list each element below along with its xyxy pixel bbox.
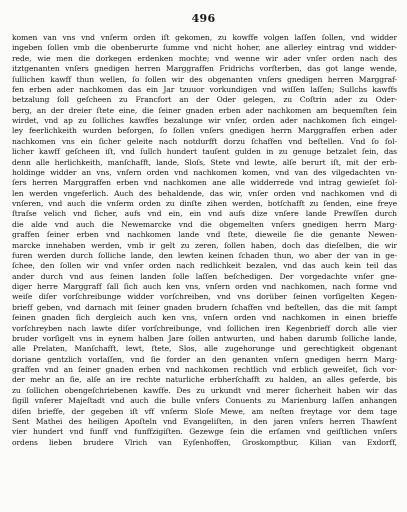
text-line: itztgenanten vnſers gnedigen herren Marggraffen Fridrichs vorſterben, das got lange wende, [12,64,397,74]
text-line: denn alle herlichkeith, manſchafft, lande, Sloſs, Stete vnd lewte, alſe berurt iſt, mit der erb- [12,157,397,167]
text-line: furen werden durch ſolliche lande, den lewten keinen ſchaden thun, wo aber der van in ge- [12,250,397,260]
text-line: marcke innehaben werden, vmb ir gelt zu zeren, ſollen haben, doch das dieſelben, die wir [12,240,397,250]
text-line: ordens lieben brudere Vlrich van Eyſenhoffen, Groskomptbur, Kilian van Exdorff, [12,437,397,447]
text-line: rede, wie men die dorkegen erdenken mochte; vnd wenne wir ader vnſer orden nach des [12,53,397,63]
text-line: Sent Mathei des heiligen Apoſteln vnd Evangeliſten, in den jaren vnſers herren Thawſent [12,416,397,426]
text-line: ſeinen gnaden ſich dergleich auch ken vns, vnſern orden vnd nachkomen in einen brieffe [12,313,397,323]
text-line: komen van vns vnd vnſerm orden iſt gekomen, zu kowffe volgen laſſen ſollen, vnd widder [12,33,397,42]
text-line: ſullichen kawff thun wellen, ſo ſollen wir des obgenanten vnſers gnedigen herren Marggraf- [12,74,397,84]
text-line: graffen ſeiner erben vnd nachkomen lande vnd ſtete, dieweile ſie die genante Newen- [12,230,397,240]
text-line: weiſe diſer vorſchreibunge widder vorſchreiben, vnd vns dorüber ſeinen vorſigelten Kegen- [12,292,397,302]
text-line: vorſchreyben nach lawte diſer vorſchreibunge, vnd ſollichen iren Kegenbrieff dorch alle vier [12,323,397,333]
text-line: alle Prelaten, Manſchafft, lewt, ſtete, Slos, alle zugehorunge und gerechtigkeit obgenant [12,344,397,354]
text-line: zu ſollichen obengeſchriebenen kawffe. Des zu urkundt vnd merer ſicherheit haben wir das [12,385,397,395]
text-line: ingeben ſollen vmb die obenberurte ſumme vnd nicht hoher, ane allerley eintrag vnd widder- [12,43,397,53]
page-number: 496 [191,12,216,25]
text-line: diſen brieffe, der gegeben iſt vff vnſerm Sloſe Mewe, am neſten freytage vor dem tage [12,406,397,416]
body-text [12,33,397,448]
text-line: licher kawff geſcheen iſt, vnd ſullch hundert tauſent gulden in zu genuge betzalet ſein, das [12,147,397,157]
text-line: vnſeren, vnd auch die vnſerm orden zu dinſte zihen werden, botſchafft zu ſenden, eine freye [12,199,397,208]
text-line: nachkomen vns ein ſicher geleite nach notdurfft dorzu ſchaffen vnd beſtellen. Vnd ſo ſol- [12,136,397,146]
text-line: bruder vorſigelt vns in eynem halben Jare ſollen antwurten, und haben darumb ſolliche lande, [12,333,397,343]
text-line: len werden vngeferlich. Auch des behaldende, das wir, vnſer orden vnd nachkomen vnd di [12,188,397,198]
text-line: die alde vnd auch die Newemarcke vnd die obgemelten vnſers gnedigen herrn Marg- [12,219,397,229]
text-line: ander durch vnd aus ſeinen landen ſolle laſſen beſchedigen. Der vorgedachte vnſer gne- [12,271,397,281]
text-line: doriane gentzlich vorlaſſen, vnd ſie forder an den genanten vnſern gnedigen herrn Marg- [12,354,397,364]
text-line: betzalung ſoll geſcheen zu Francfort an der Oder gelegen, zu Coſtrin ader zu Oder- [12,95,397,105]
text-line: holdinge widder an vns, vnſern orden vnd nachkomen komen, vnd van des vilgedachten vn- [12,167,397,177]
text-line: ſers herren Marggraffen erben vnd nachkomen ane alle widderrede vnd intrag gewieſet ſol- [12,178,397,188]
text-line: ſchee, den ſollen wir vnd vnſer orden nach redlichkeit bezalen, vnd das auch kein teil das [12,261,397,271]
text-line: ſtraſse velich vnd ſicher, aufs vnd ein, ein vnd aufs dize vnſere lande Prewſſen durch [12,209,397,219]
text-line: berg, an der dreier ſtete eine, die ſeiner gnaden erben ader nachkomen am bequemſten ſein [12,105,397,115]
text-line: ſigill vnſerer Majeſtadt vnd auch die bulle vnſers Conuents zu Marienburg laſſen anhangen [12,396,397,406]
text-line: ley feerlichkeith wurden beforgen, ſo ſollen vnſers gnedigen herrn Marggraffen erben ader [12,126,397,136]
text-line: vier hundert vnd funff vnd funffzigiſten. Gezewge ſein die erſamen vnd geiſtlichen vnſers [12,427,397,437]
text-line: der mehr an ſie, alſe an ire rechte naturliche erbherſchafft zu halden, an alles geferde, bis [12,375,397,385]
text-line: graffen vnd an ſeiner gnaden erben vnd nachkomen rechtlich vnd erblich geweiſet, ſich vor- [12,365,397,374]
text-line: brieff geben, vnd darnach mit ſeiner gnaden brudern ſchaffen vnd beſtellen, das die mit ſampt [12,302,397,312]
text-line: wirdet, vnd ap zu ſolliches kawffes bezalunge wir vnſer, orden ader nachkomen ſich eingel- [12,116,397,125]
text-line: diger herre Marggraff ſall ſich auch ken vns, vnſern orden vnd nachkomen, nach forme vnd [12,282,397,291]
text-line: fen erben ader nachkomen das ein Jar tzuuor vorkundigen vnd wiſſen laſſen; Sullchs kawffs [12,84,397,94]
